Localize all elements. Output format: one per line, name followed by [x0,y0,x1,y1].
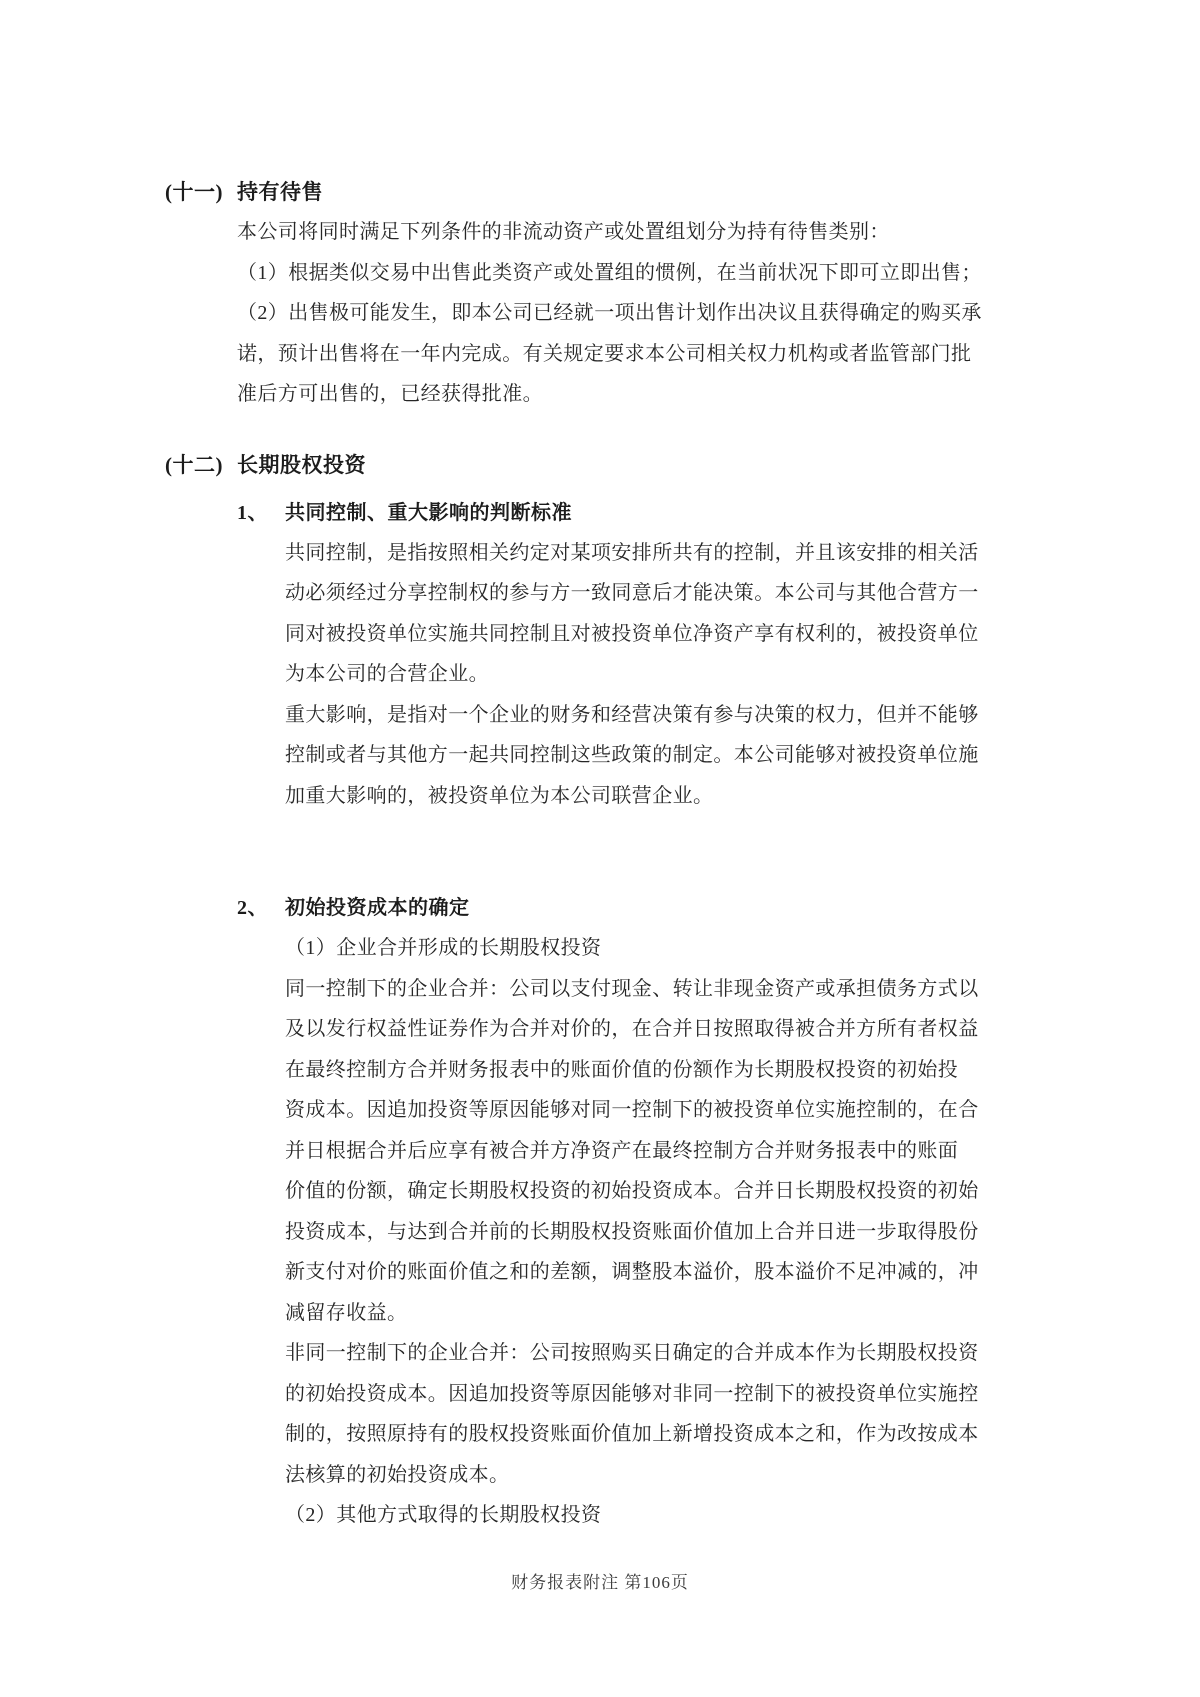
text-line: 减留存收益。 [285,1301,408,1324]
text-line: 为本公司的合营企业。 [285,663,489,685]
section-held-for-sale [165,172,1200,415]
section-body [237,212,982,415]
section-title: 长期股权投资 [237,452,366,477]
subsection-joint-control-criteria [237,493,1200,817]
subsection-body [285,533,979,817]
text-line: （1）企业合并形成的长期股权投资 [285,937,602,959]
section-label: (十一) [165,180,223,204]
text-line: 同一控制下的企业合并：公司以支付现金、转让非现金资产或承担债务方式以 [285,977,979,1000]
subsection-initial-investment-cost [237,888,1200,1536]
text-line: 诺，预计出售将在一年内完成。有关规定要求本公司相关权力机构或者监管部门批 [237,342,972,365]
text-line: 动必须经过分享控制权的参与方一致同意后才能决策。本公司与其他合营方一 [285,582,979,604]
text-line: 投资成本，与达到合并前的长期股权投资账面价值加上合并日进一步取得股份 [285,1220,979,1243]
subsection-number: 2、 [237,897,268,919]
subsection-heading [237,888,1200,928]
text-line: 准后方可出售的，已经获得批准。 [237,383,543,405]
text-line: （1）根据类似交易中出售此类资产或处置组的惯例，在当前状况下即可立即出售； [237,261,982,284]
text-line: （2）其他方式取得的长期股权投资 [285,1504,602,1526]
text-line: 同对被投资单位实施共同控制且对被投资单位净资产享有权利的，被投资单位 [285,622,979,645]
section-heading [165,172,1200,212]
section-title: 持有待售 [237,180,323,204]
section-label: (十二) [165,452,223,477]
page-footer: 财务报表附注 第106页 [511,1573,689,1592]
subsection-body [285,928,979,1536]
text-line: 的初始投资成本。因追加投资等原因能够对非同一控制下的被投资单位实施控 [285,1382,979,1405]
text-line: 共同控制，是指按照相关约定对某项安排所共有的控制，并且该安排的相关活 [285,541,979,564]
text-line: 加重大影响的，被投资单位为本公司联营企业。 [285,784,714,807]
subsection-number: 1、 [237,501,268,524]
subsection-title: 共同控制、重大影响的判断标准 [285,501,572,524]
text-line: 并日根据合并后应享有被合并方净资产在最终控制方合并财务报表中的账面 [285,1139,959,1162]
text-line: 制的，按照原持有的股权投资账面价值加上新增投资成本之和，作为改按成本 [285,1423,979,1445]
text-line: 资成本。因追加投资等原因能够对同一控制下的被投资单位实施控制的，在合 [285,1099,979,1121]
subsection-title: 初始投资成本的确定 [285,897,470,919]
text-line: 及以发行权益性证券作为合并对价的，在合并日按照取得被合并方所有者权益 [285,1018,979,1040]
text-line: （2）出售极可能发生，即本公司已经就一项出售计划作出决议且获得确定的购买承 [237,302,982,324]
text-line: 新支付对价的账面价值之和的差额，调整股本溢价，股本溢价不足冲减的，冲 [285,1261,979,1283]
text-line: 本公司将同时满足下列条件的非流动资产或处置组划分为持有待售类别： [237,221,890,243]
text-line: 非同一控制下的企业合并：公司按照购买日确定的合并成本作为长期股权投资 [285,1342,979,1364]
section-long-term-equity-investment [165,445,1200,1536]
text-line: 在最终控制方合并财务报表中的账面价值的份额作为长期股权投资的初始投 [285,1058,959,1081]
text-line: 价值的份额，确定长期股权投资的初始投资成本。合并日长期股权投资的初始 [285,1180,979,1202]
text-line: 重大影响，是指对一个企业的财务和经营决策有参与决策的权力，但并不能够 [285,703,979,726]
subsection-heading [237,493,1200,533]
text-line: 控制或者与其他方一起共同控制这些政策的制定。本公司能够对被投资单位施 [285,744,979,766]
section-heading [165,445,1200,485]
text-line: 法核算的初始投资成本。 [285,1463,510,1486]
